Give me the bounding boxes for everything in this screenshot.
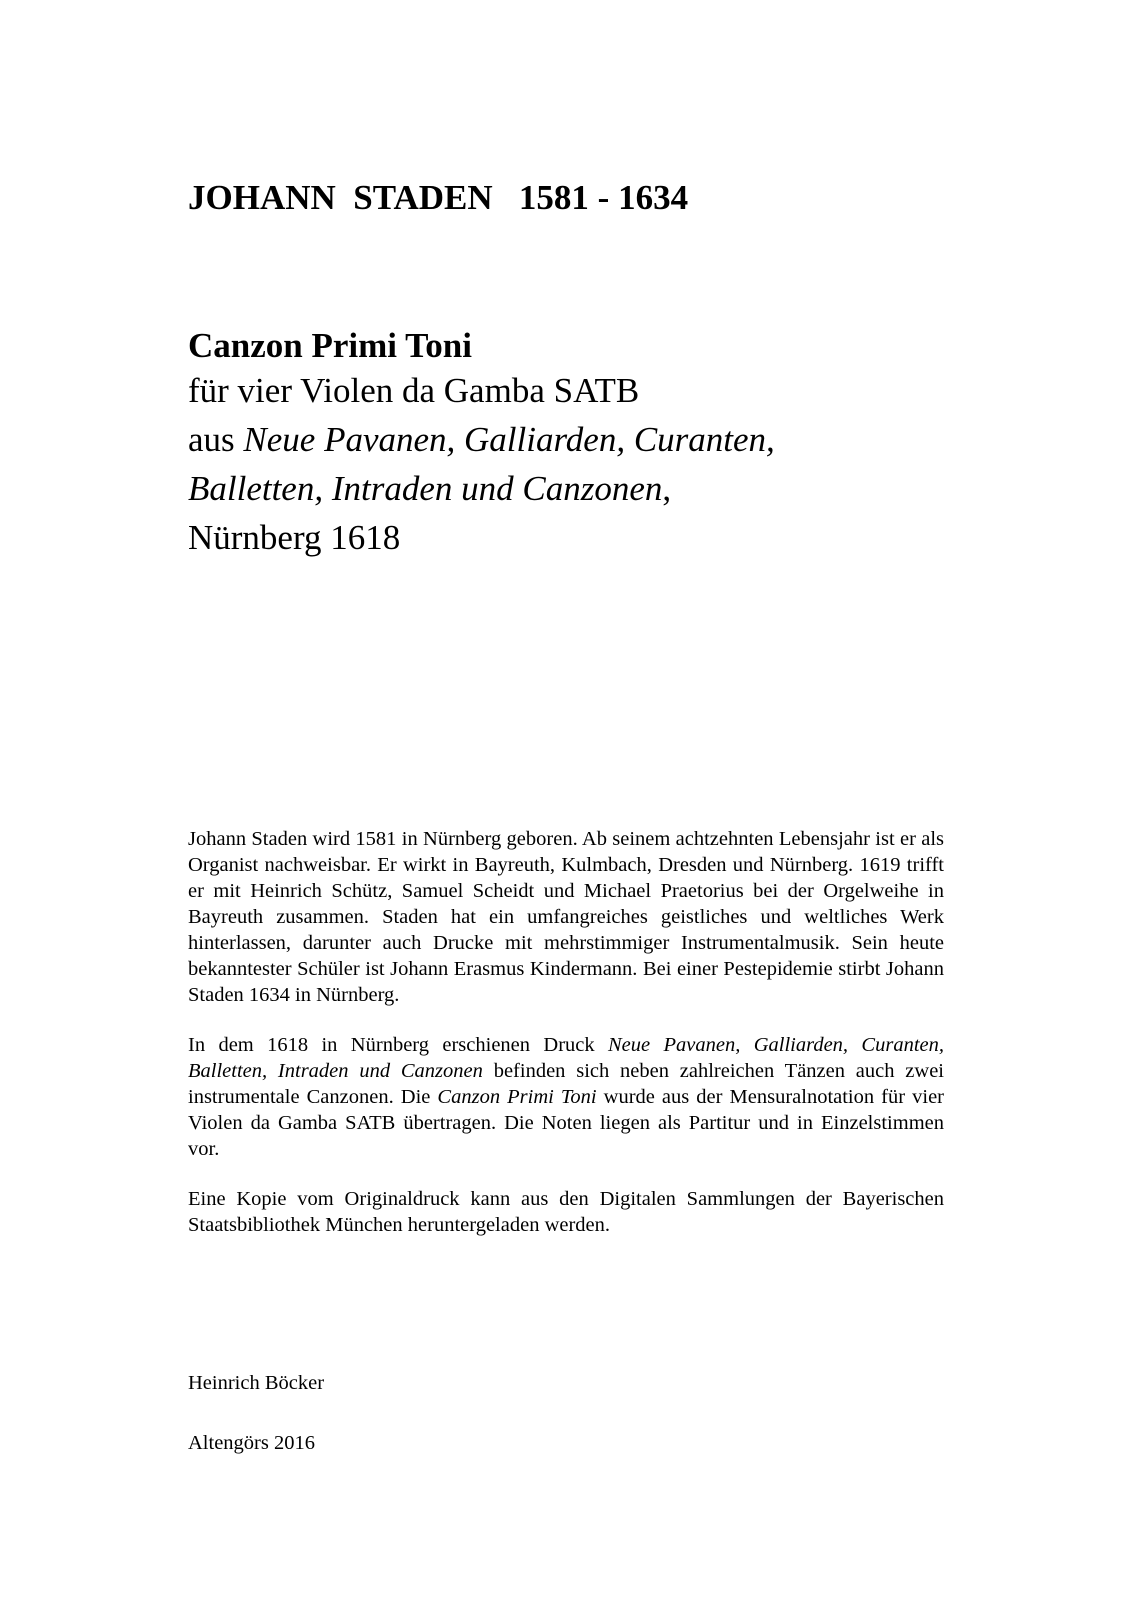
source-title-part-2: Balletten, Intraden und Canzonen: [188, 469, 663, 508]
source-line-1: [188, 415, 1048, 464]
copy-source-paragraph: Eine Kopie vom Originaldruck kann aus den Digitalen Sammlungen der Bayerischen Staatsbibliothek München heruntergeladen werden.: [188, 1188, 944, 1236]
edition-text-a: In dem 1618 in Nürnberg erschienen Druck: [188, 1034, 608, 1056]
instrumentation-line: für vier Violen da Gamba SATB: [188, 371, 640, 410]
composer-heading: JOHANN STADEN 1581 - 1634: [188, 178, 689, 217]
source-line-2: [188, 464, 1048, 513]
publication-place-year: Nürnberg 1618: [188, 518, 401, 557]
edition-text-c: befinden sich neben zahlreichen Tänzen auch zwei instrumentale Canzonen. Die: [188, 1060, 944, 1108]
work-info: [188, 326, 1048, 562]
biography-paragraph: Johann Staden wird 1581 in Nürnberg geboren. Ab seinem achtzehnten Lebensjahr ist er als Organist nachweisbar. Er wirkt in Bayreuth, Kulmbach, Dresden und Nürnberg. 1619 trifft er mit Heinrich Schütz, Samuel Scheidt und Michael Praetorius bei der Orgelweihe in Bayreuth zusammen. Staden hat ein umfangreiches geistliches und weltliches Werk hinterlassen, darunter auch Drucke mit mehrstimmiger Instrumentalmusik. Sein heute bekanntester Schüler ist Johann Erasmus Kindermann. Bei einer Pestepidemie stirbt Johann Staden 1634 in Nürnberg.: [188, 828, 944, 1006]
description-text: [188, 826, 944, 1262]
edition-source-title: Neue Pavanen, Galliarden, Curanten, Balletten, Intraden und Canzonen: [188, 1034, 944, 1082]
place-date: Altengörs 2016: [188, 1432, 315, 1454]
edition-paragraph: [188, 1032, 944, 1162]
source-comma: ,: [662, 469, 672, 508]
work-title: Canzon Primi Toni: [188, 326, 472, 365]
author-name: Heinrich Böcker: [188, 1372, 325, 1394]
edition-text-e: wurde aus der Mensuralnotation für vier Violen da Gamba SATB übertragen. Die Noten liegen als Partitur und in Einzelstimmen vor.: [188, 1086, 945, 1160]
edition-work-title: Canzon Primi Toni: [437, 1086, 597, 1108]
source-title-part-1: Neue Pavanen, Galliarden, Curanten,: [243, 420, 775, 459]
source-prefix: aus: [188, 420, 244, 459]
